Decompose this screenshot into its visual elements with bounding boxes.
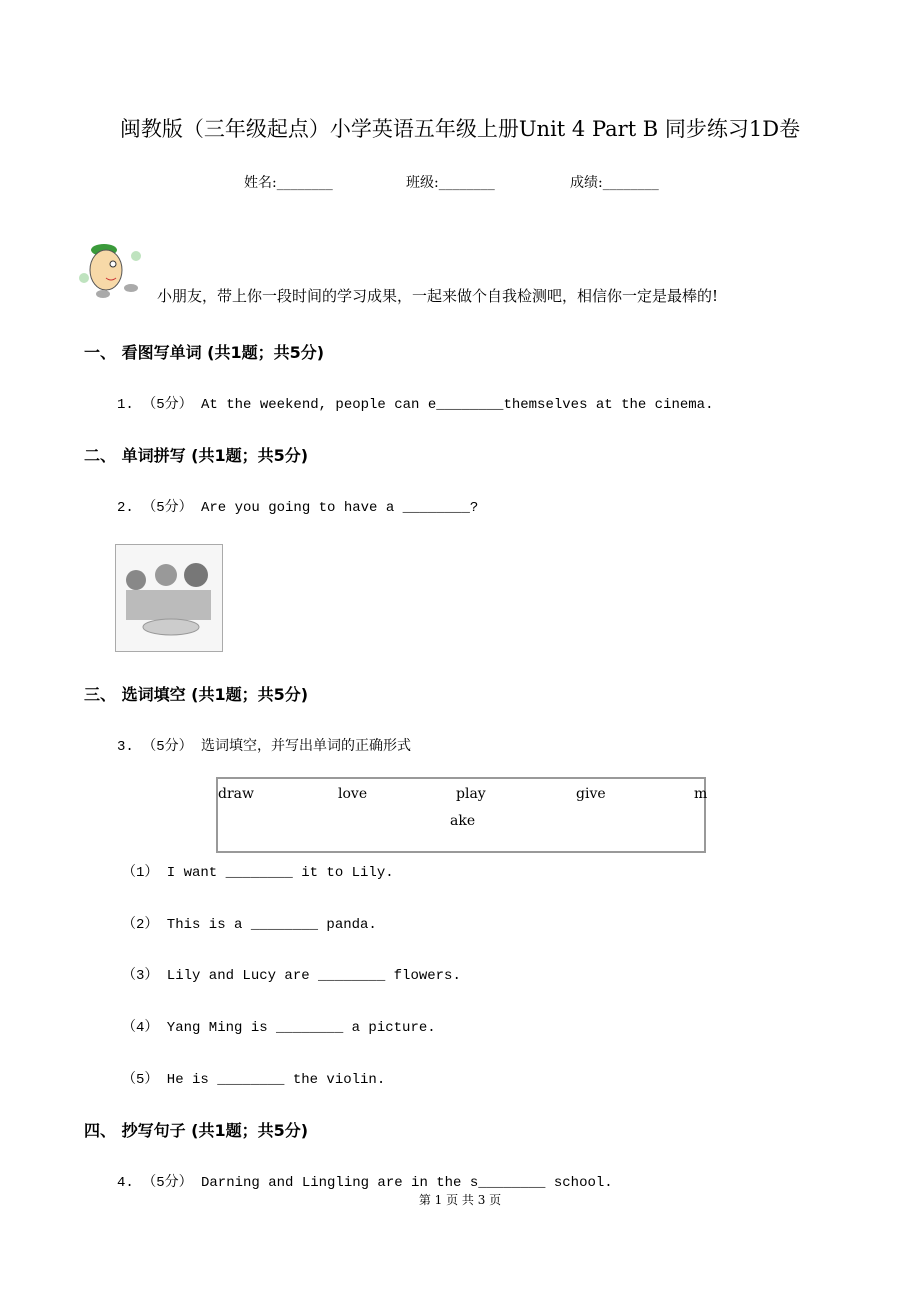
word-bank-word: play (456, 786, 486, 802)
score-field: 成绩:________ (570, 175, 659, 191)
section-3-heading: 三、 选词填空 (共1题；共5分) (84, 685, 309, 704)
section-1-heading: 一、 看图写单词 (共1题；共5分) (84, 343, 325, 362)
sub-question-4: （4） Yang Ming is ________ a picture. (122, 1020, 436, 1036)
sub-question-1: （1） I want ________ it to Lily. (122, 865, 394, 881)
name-field: 姓名:________ (244, 175, 333, 191)
word-bank-word: ake (450, 813, 476, 829)
word-bank-word: love (338, 786, 368, 802)
cartoon-mascot-icon (76, 238, 151, 300)
section-4-heading: 四、 抄写句子 (共1题；共5分) (84, 1121, 309, 1140)
intro-text: 小朋友，带上你一段时间的学习成果，一起来做个自我检测吧，相信你一定是最棒的! (157, 287, 719, 305)
word-bank-box (216, 777, 706, 853)
word-bank-word: give (576, 786, 606, 802)
question-2: 2. （5分） Are you going to have a ________? (117, 500, 479, 516)
sub-question-3: （3） Lily and Lucy are ________ flowers. (122, 968, 461, 984)
birthday-party-image (115, 544, 223, 652)
page-footer: 第 1 页 共 3 页 (418, 1193, 502, 1207)
question-3: 3. （5分） 选词填空，并写出单词的正确形式 (117, 739, 412, 755)
sub-question-5: （5） He is ________ the violin. (122, 1072, 386, 1088)
class-field: 班级:________ (406, 175, 495, 191)
word-bank-word: draw (218, 786, 254, 802)
question-1: 1. （5分） At the weekend, people can e________themselves at the cinema. (117, 397, 714, 413)
document-title: 闽教版（三年级起点）小学英语五年级上册Unit 4 Part B 同步练习1D卷 (119, 117, 801, 141)
question-4: 4. （5分） Darning and Lingling are in the s________ school. (117, 1175, 613, 1191)
word-bank-word: m (694, 786, 708, 802)
section-2-heading: 二、 单词拼写 (共1题；共5分) (84, 446, 309, 465)
sub-question-2: （2） This is a ________ panda. (122, 917, 377, 933)
